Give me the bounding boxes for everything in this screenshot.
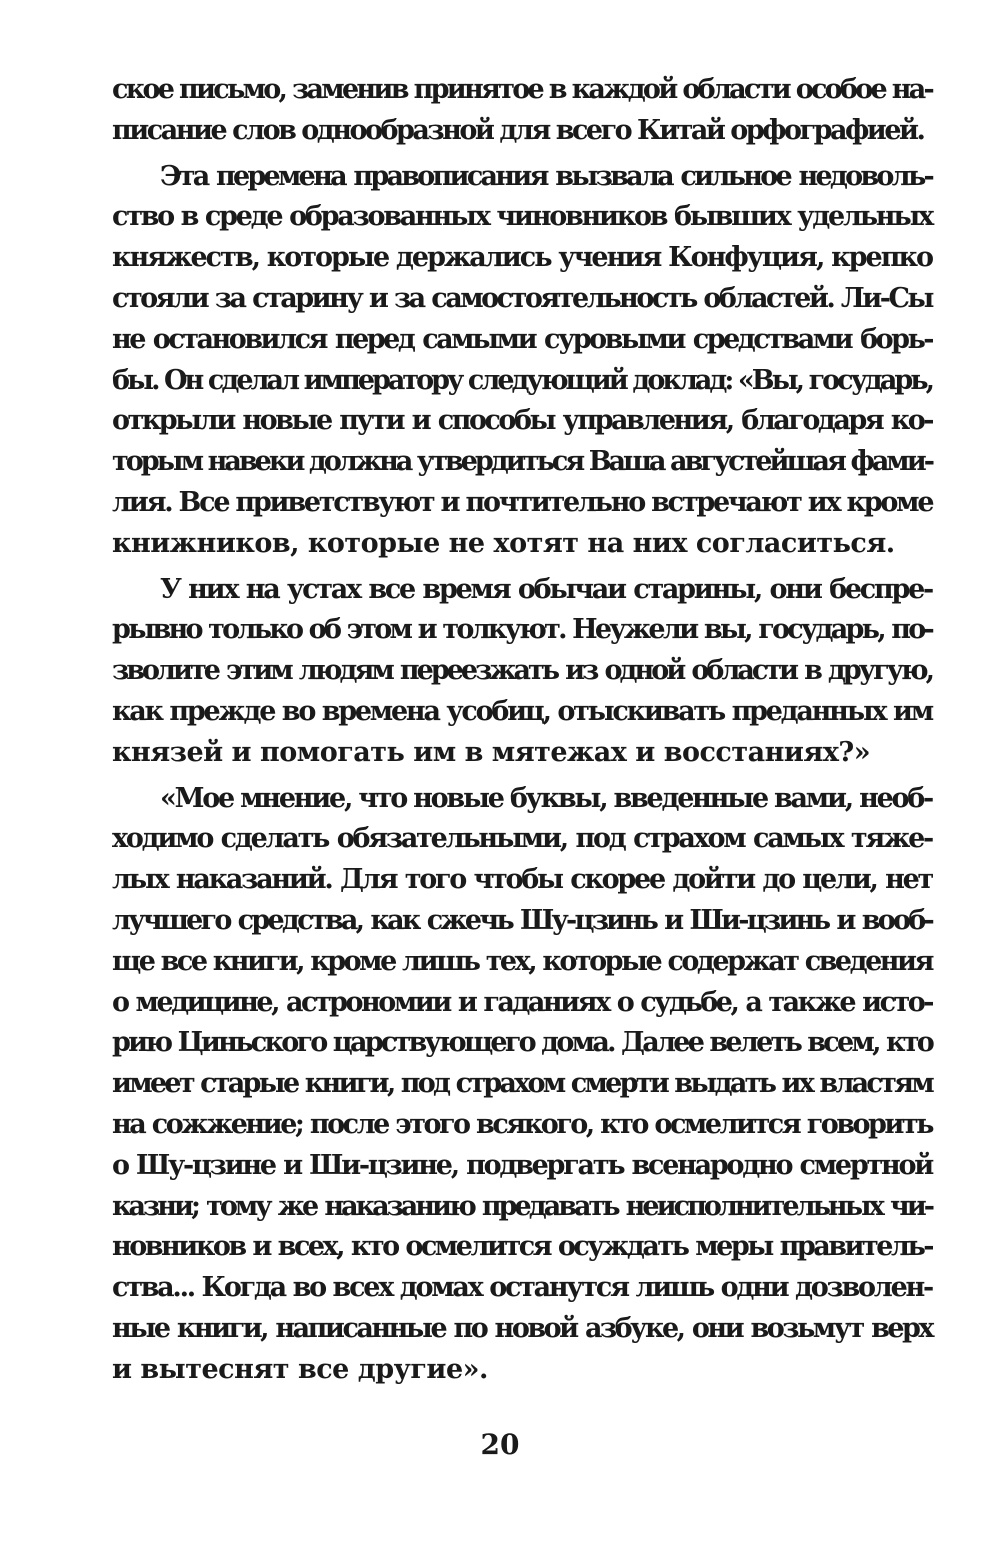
- page-number: 20: [480, 1428, 520, 1461]
- paragraph: [112, 157, 932, 565]
- text-line: ское письмо, заменив принятое в каждой области особое на-: [112, 74, 932, 105]
- text-line: князей и помогать им в мятежах и восстаниях?»: [112, 736, 871, 768]
- text-line: лия. Все приветствуют и почтительно встречают их кроме: [112, 486, 933, 518]
- text-line: рию Циньского царствующего дома. Далее велеть всем, кто: [112, 1027, 932, 1059]
- text-line: ства... Когда во всех домах останутся лишь одни дозволен-: [112, 1272, 932, 1304]
- paragraph: [112, 70, 932, 152]
- text-line: Эта перемена правописания вызвала сильное недоволь-: [160, 160, 932, 192]
- text-line: не остановился перед самыми суровыми средствами борь-: [112, 323, 932, 355]
- text-line: «Мое мнение, что новые буквы, введенные вами, необ-: [160, 782, 932, 814]
- text-line: У них на устах все время обычаи старины, они беспре-: [160, 573, 932, 605]
- text-line: ще все книги, кроме лишь тех, которые содержат сведения: [112, 945, 932, 977]
- text-line: писание слов однообразной для всего Китай орфографией.: [112, 114, 924, 146]
- text-line: имеет старые книги, под страхом смерти выдать их властям: [112, 1068, 932, 1100]
- text-line: княжеств, которые держались учения Конфуция, крепко: [112, 242, 932, 274]
- text-line: ходимо сделать обязательными, под страхом самых тяже-: [112, 823, 932, 855]
- text-line: о медицине, астрономии и гаданиях о судьбе, а также исто-: [112, 986, 932, 1018]
- text-line: казни; тому же наказанию предавать неисполнительных чи-: [112, 1190, 932, 1222]
- text-line: на сожжение; после этого всякого, кто осмелится говорить: [112, 1108, 932, 1140]
- paragraph: [112, 570, 932, 774]
- text-line: ство в среде образованных чиновников бывших удельных: [112, 201, 932, 233]
- text-line: новников и всех, кто осмелится осуждать меры правитель-: [112, 1231, 932, 1263]
- text-line: стояли за старину и за самостоятельность областей. Ли-Сы: [112, 282, 932, 314]
- text-line: открыли новые пути и способы управления, благодаря ко-: [112, 405, 932, 437]
- text-line: рывно только об этом и толкуют. Неужели вы, государь, по-: [112, 614, 932, 646]
- text-line: зволите этим людям переезжать из одной области в другую,: [112, 655, 932, 687]
- text-line: и вытеснят все другие».: [112, 1353, 488, 1385]
- text-line: бы. Он сделал императору следующий доклад: «Вы, государь,: [112, 364, 932, 396]
- paragraph: [112, 779, 932, 1391]
- text-line: торым навеки должна утвердиться Ваша августейшая фами-: [112, 446, 932, 478]
- text-line: книжников, которые не хотят на них согласиться.: [112, 527, 895, 559]
- text-line: лучшего средства, как сжечь Шу-цзинь и Ши-цзинь и вооб-: [112, 904, 932, 936]
- text-line: о Шу-цзине и Ши-цзине, подвергать всенародно смертной: [112, 1149, 932, 1181]
- body-text: [112, 70, 932, 1391]
- text-line: как прежде во времена усобиц, отыскивать преданных им: [112, 695, 932, 727]
- text-line: ные книги, написанные по новой азбуке, они возьмут верх: [112, 1312, 932, 1344]
- text-line: лых наказаний. Для того чтобы скорее дойти до цели, нет: [112, 864, 932, 896]
